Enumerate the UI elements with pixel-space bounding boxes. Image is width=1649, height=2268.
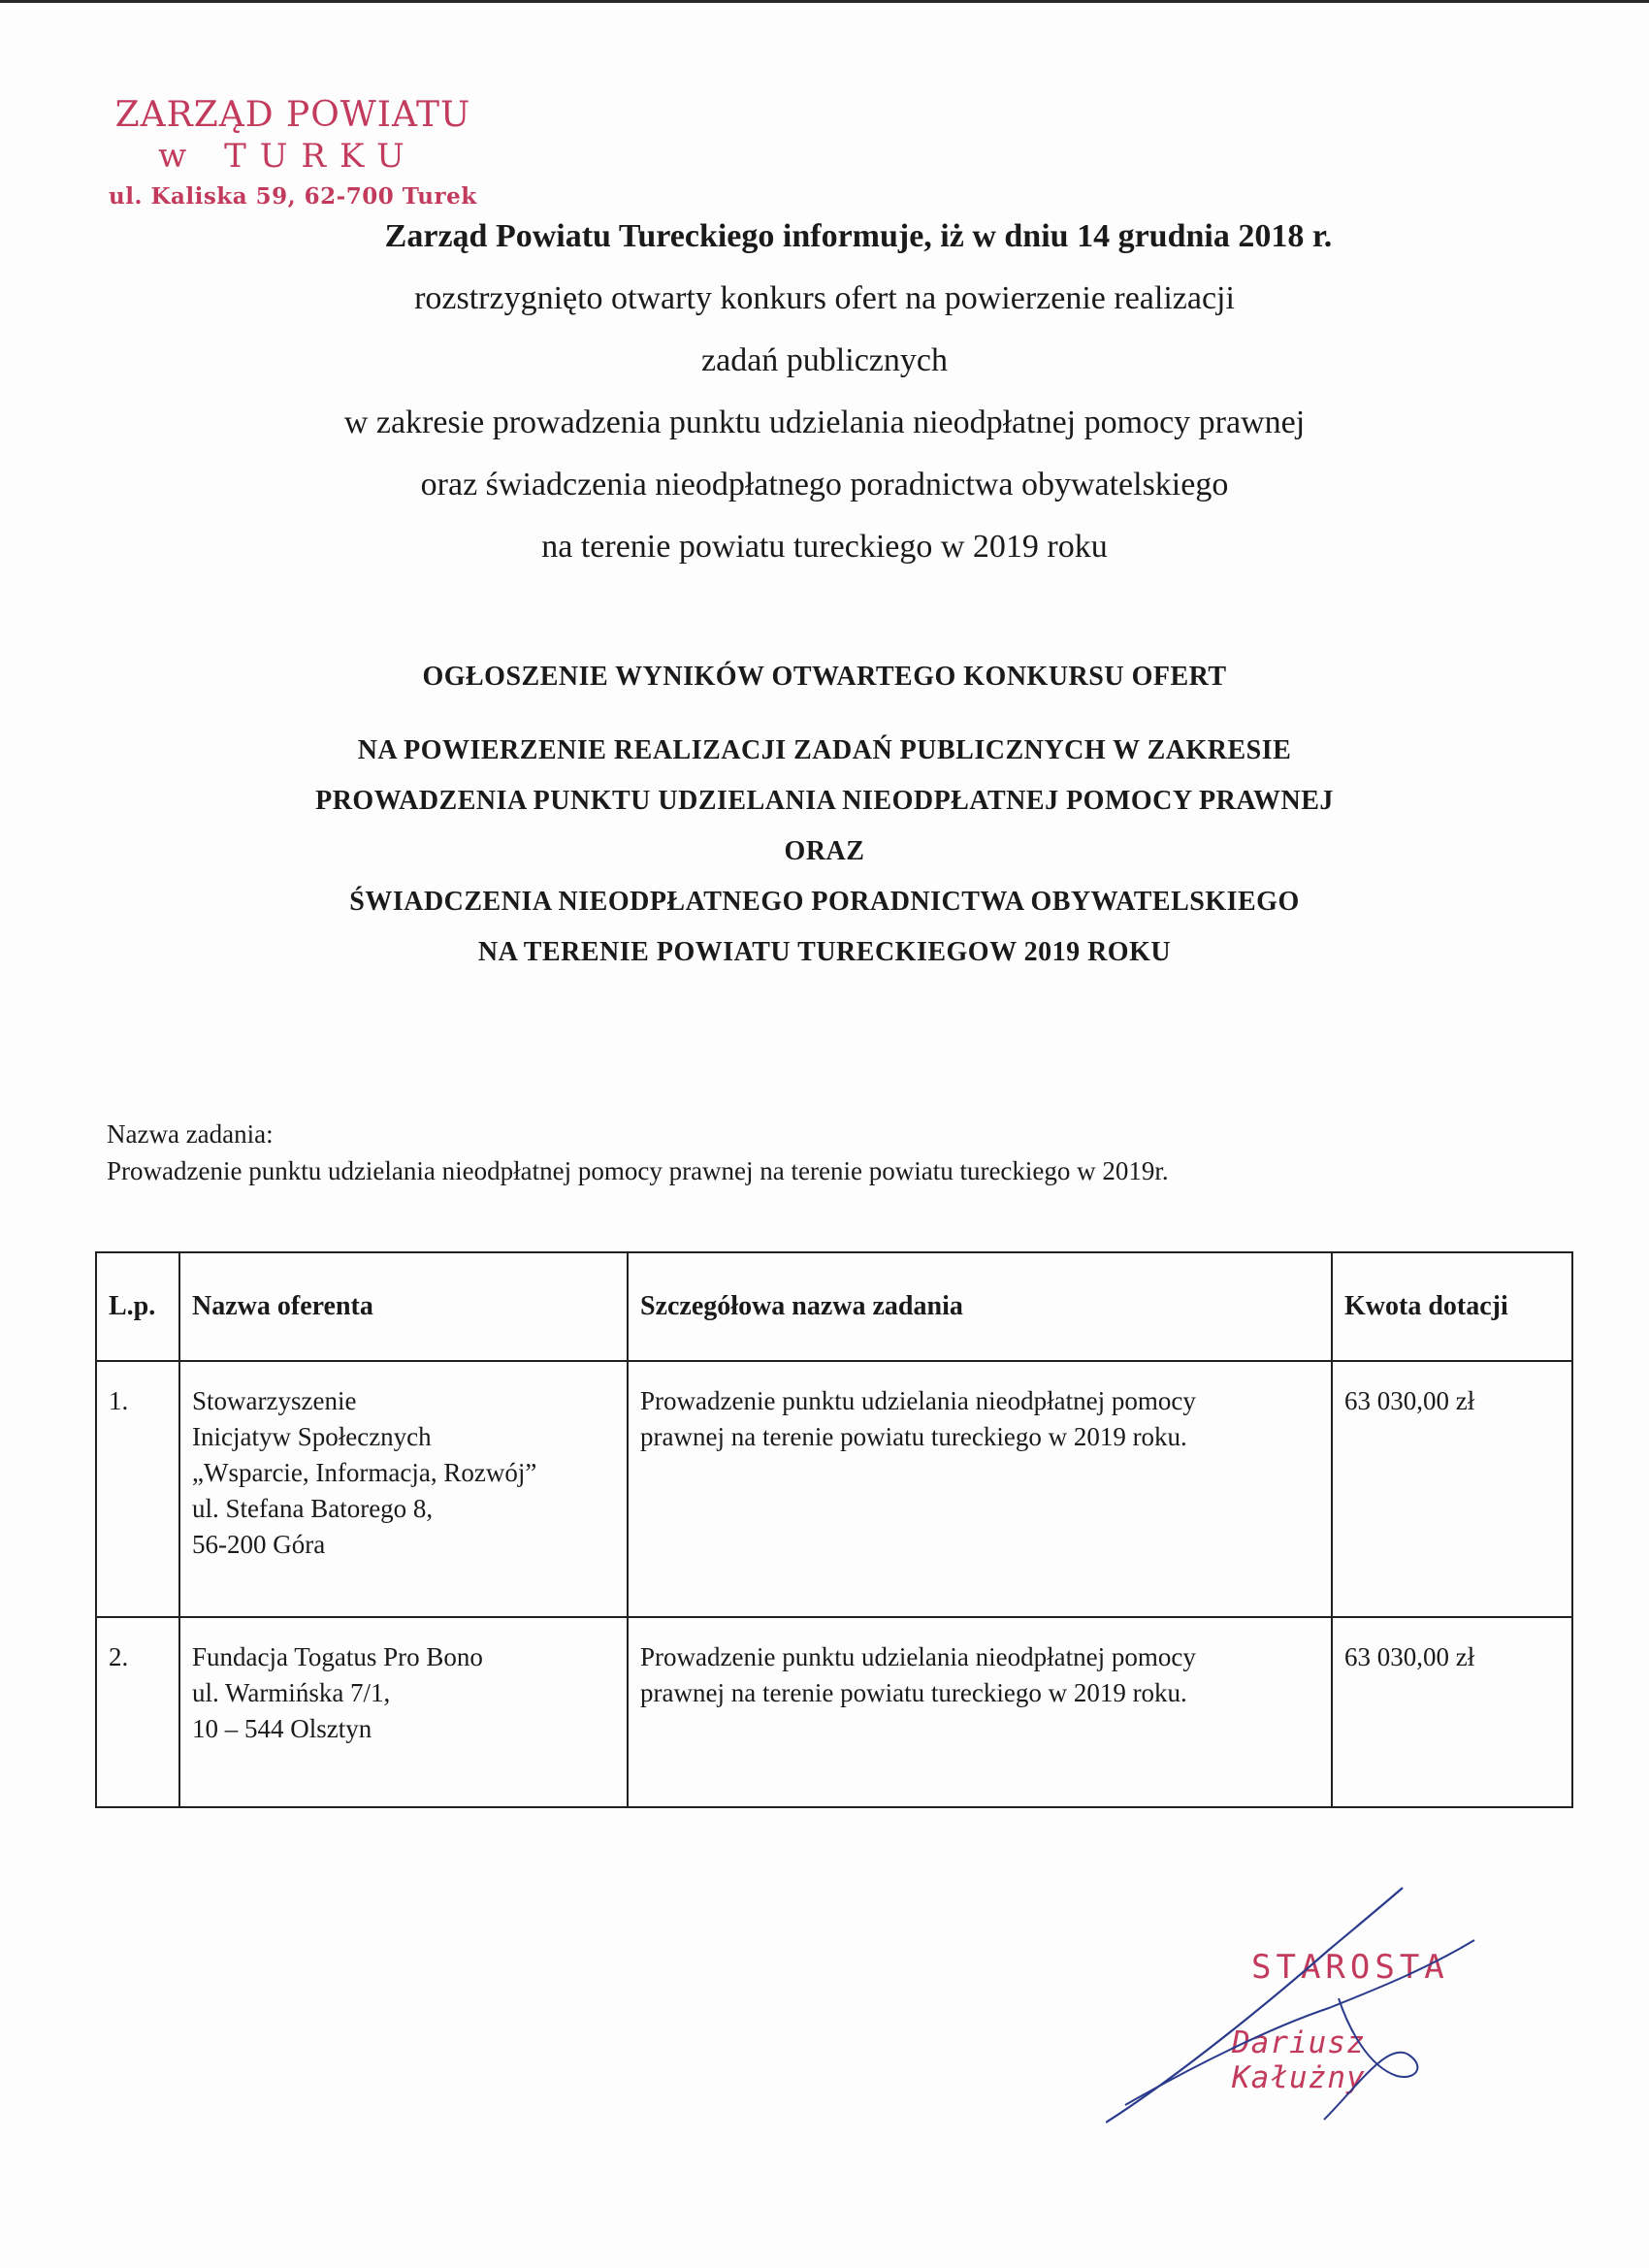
zadanie-line: Prowadzenie punktu udzielania nieodpłatnej pomocy	[640, 1642, 1196, 1671]
oferent-line: 10 – 544 Olsztyn	[192, 1714, 372, 1743]
announcement-heading	[146, 652, 1504, 978]
table-header-row	[96, 1252, 1572, 1361]
task-value: Prowadzenie punktu udzielania nieodpłatnej pomocy prawnej na terenie powiatu tureckiego w 2019r.	[107, 1156, 1169, 1185]
table-row	[96, 1361, 1572, 1617]
stamp-line-2: w TURKU	[158, 137, 418, 176]
intro-line: oraz świadczenia nieodpłatnego poradnictwa obywatelskiego	[420, 467, 1229, 502]
header-oferent: Nazwa oferenta	[179, 1252, 628, 1361]
cell-kwota: 63 030,00 zł	[1332, 1361, 1572, 1617]
results-table	[95, 1251, 1573, 1808]
zadanie-line: prawnej na terenie powiatu tureckiego w 2019 roku.	[640, 1678, 1187, 1707]
signature-block	[1106, 1882, 1513, 2134]
heading-line: PROWADZENIA PUNKTU UDZIELANIA NIEODPŁATNEJ POMOCY PRAWNEJ	[315, 786, 1334, 816]
intro-line: na terenie powiatu tureckiego w 2019 roku	[541, 529, 1108, 565]
oferent-line: ul. Warmińska 7/1,	[192, 1678, 391, 1707]
oferent-line: ul. Stefana Batorego 8,	[192, 1494, 434, 1523]
oferent-line: 56-200 Góra	[192, 1530, 326, 1559]
office-stamp	[109, 95, 477, 210]
table-row	[96, 1617, 1572, 1807]
intro-paragraph	[146, 206, 1504, 578]
cell-lp: 1.	[96, 1361, 179, 1617]
stamp-line-1: ZARZĄD POWIATU	[114, 95, 471, 135]
heading-line: NA TERENIE POWIATU TURECKIEGOW 2019 ROKU	[477, 937, 1172, 967]
intro-line: zadań publicznych	[701, 342, 948, 378]
oferent-line: Inicjatyw Społecznych	[192, 1422, 432, 1451]
heading-line: ŚWIADCZENIA NIEODPŁATNEGO PORADNICTWA OBYWATELSKIEGO	[349, 887, 1300, 917]
stamp-address: ul. Kaliska 59, 62-700 Turek	[109, 183, 477, 210]
oferent-line: Stowarzyszenie	[192, 1386, 357, 1415]
header-zadanie: Szczegółowa nazwa zadania	[628, 1252, 1332, 1361]
cell-lp: 2.	[96, 1617, 179, 1807]
oferent-line: Fundacja Togatus Pro Bono	[192, 1642, 483, 1671]
zadanie-line: Prowadzenie punktu udzielania nieodpłatnej pomocy	[640, 1386, 1196, 1415]
cell-zadanie	[628, 1617, 1332, 1807]
starosta-stamp: STAROSTA	[1251, 1948, 1449, 1987]
intro-line: w zakresie prowadzenia punktu udzielania nieodpłatnej pomocy prawnej	[343, 405, 1306, 440]
signatory-name-stamp: Dariusz Kałużny	[1232, 2025, 1366, 2095]
page-top-edge	[0, 0, 1649, 3]
header-kwota: Kwota dotacji	[1332, 1252, 1572, 1361]
task-name-block	[107, 1116, 1169, 1189]
intro-line: Zarząd Powiatu Tureckiego informuje, iż w dniu 14 grudnia 2018 r.	[384, 218, 1333, 254]
cell-oferent	[179, 1617, 628, 1807]
heading-line: ORAZ	[784, 836, 865, 866]
cell-zadanie	[628, 1361, 1332, 1617]
heading-line: NA POWIERZENIE REALIZACJI ZADAŃ PUBLICZNYCH W ZAKRESIE	[357, 735, 1292, 765]
oferent-line: „Wsparcie, Informacja, Rozwój”	[192, 1458, 537, 1487]
heading-line: OGŁOSZENIE WYNIKÓW OTWARTEGO KONKURSU OFERT	[422, 662, 1227, 692]
cell-oferent	[179, 1361, 628, 1617]
intro-line: rozstrzygnięto otwarty konkurs ofert na powierzenie realizacji	[414, 280, 1235, 316]
handwritten-signature	[1106, 1882, 1513, 2134]
task-label: Nazwa zadania:	[107, 1119, 274, 1149]
zadanie-line: prawnej na terenie powiatu tureckiego w 2019 roku.	[640, 1422, 1187, 1451]
header-lp: L.p.	[96, 1252, 179, 1361]
cell-kwota: 63 030,00 zł	[1332, 1617, 1572, 1807]
